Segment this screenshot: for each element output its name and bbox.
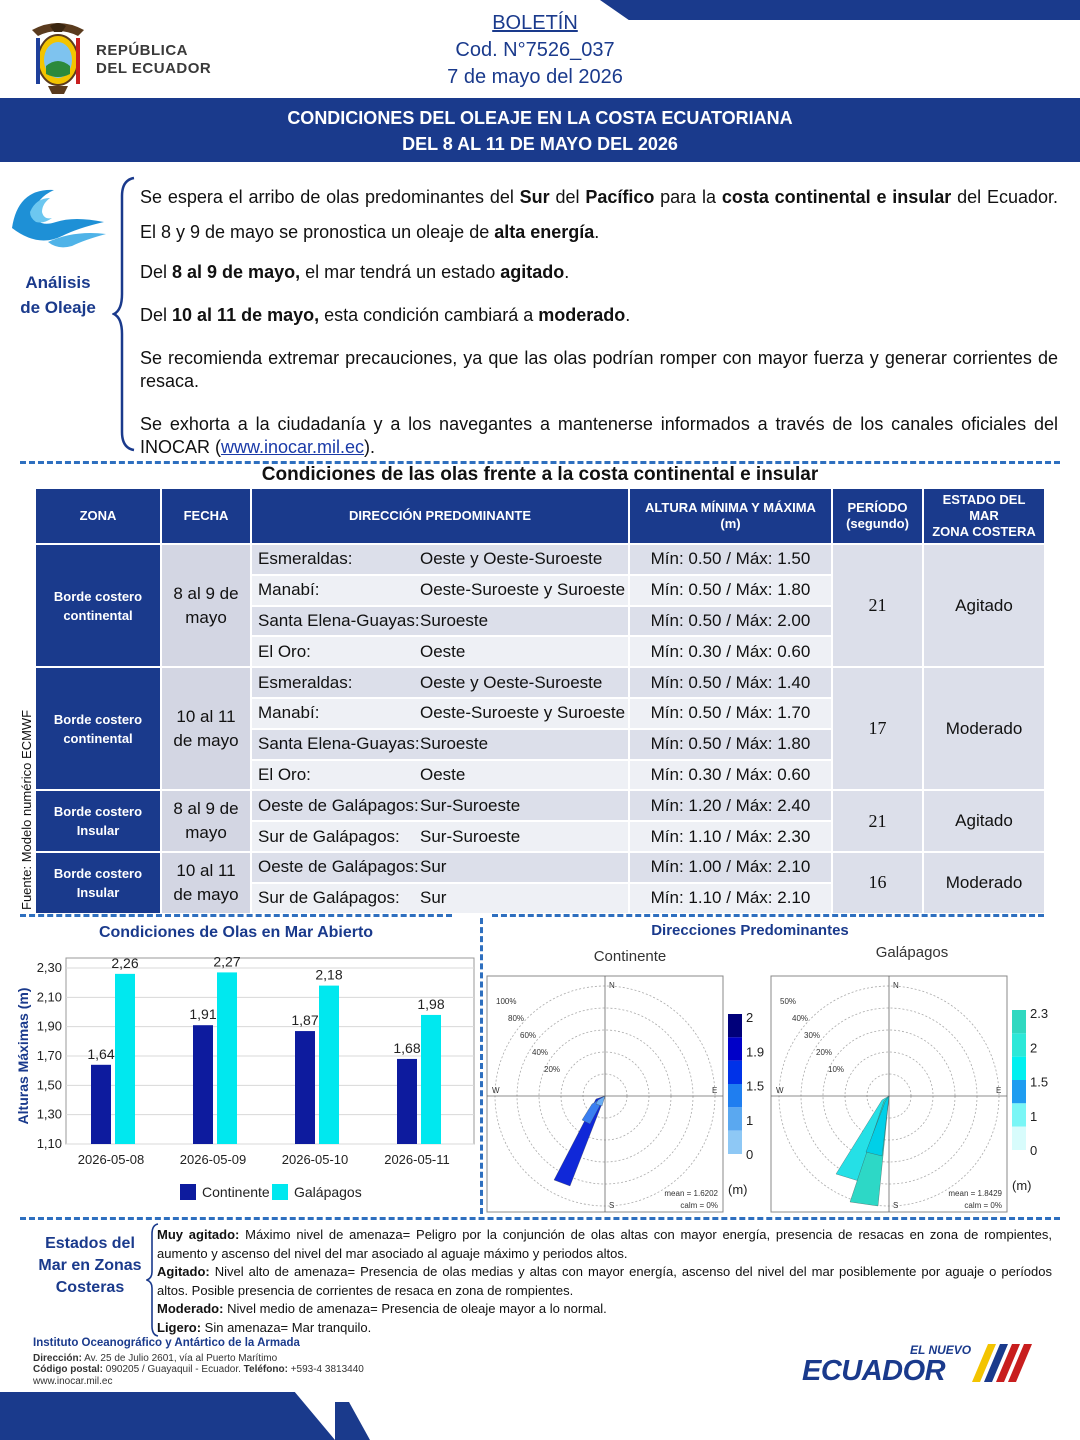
height-cell: Mín: 1.20 / Máx: 2.40 [629, 790, 832, 821]
table-row [35, 852, 1045, 883]
scale-segment [1012, 1103, 1026, 1126]
bulletin-code: Cod. N°7526_037 [455, 39, 615, 61]
bar-continente [397, 1059, 417, 1144]
height-cell: Mín: 0.50 / Máx: 1.40 [629, 667, 832, 698]
header-direccion: DIRECCIÓN PREDOMINANTE [251, 488, 629, 544]
zone-cell: Borde costero continental [35, 544, 161, 667]
rose-ring-label: 80% [508, 1014, 525, 1023]
banner-line-2: DEL 8 AL 11 DE MAYO DEL 2026 [402, 134, 678, 154]
state-item: Ligero: Sin amenaza= Mar tranquilo. [157, 1319, 372, 1335]
legend-label: Continente [202, 1184, 270, 1200]
scale-tick: 1.5 [746, 1078, 765, 1094]
table-row [35, 544, 1045, 575]
open-sea-wave-chart [14, 944, 480, 1212]
legend-swatch [272, 1184, 288, 1200]
inocar-link[interactable]: www.inocar.mil.ec [221, 437, 365, 457]
zone-cell: Borde costero Insular [35, 790, 161, 852]
table-row [35, 790, 1045, 821]
compass-n: N [609, 981, 615, 990]
data-label: 2,27 [213, 953, 241, 970]
rose-calm: calm = 0% [964, 1201, 1002, 1210]
header-estado: ESTADO DEL MAR ZONA COSTERA [923, 488, 1045, 544]
y-tick-label: 2,10 [36, 989, 62, 1005]
rose-ring-label: 10% [828, 1065, 845, 1074]
scale-tick: 1.9 [746, 1044, 765, 1060]
y-tick-label: 1,90 [36, 1018, 62, 1034]
zone-cell: Borde costero continental [35, 667, 161, 790]
state-cell: Moderado [923, 667, 1045, 790]
period-cell: 17 [832, 667, 923, 790]
y-tick-label: 1,50 [36, 1077, 62, 1093]
y-tick-label: 1,70 [36, 1048, 62, 1063]
scale-segment [728, 1131, 742, 1154]
scale-tick: 1.5 [1030, 1074, 1049, 1090]
y-axis-label: Alturas Máximas (m) [15, 987, 31, 1125]
x-tick-label: 2026-05-10 [281, 1152, 349, 1167]
scale-segment [1012, 1080, 1026, 1103]
y-tick-label: 1,10 [36, 1136, 62, 1151]
period-cell: 16 [832, 852, 923, 914]
direction-cell: Esmeraldas: Oeste y Oeste-Suroeste [251, 667, 629, 698]
direction-cell: El Oro: Oeste [251, 760, 629, 791]
height-cell: Mín: 0.50 / Máx: 1.70 [629, 698, 832, 729]
height-cell: Mín: 0.50 / Máx: 1.50 [629, 544, 832, 575]
rose-ring-label: 20% [544, 1065, 561, 1074]
direction-cell: Santa Elena-Guayas:Suroeste [251, 729, 629, 760]
footer-address: Dirección: Av. 25 de Julio 2601, vía al Puerto Marítimo [33, 1352, 278, 1364]
rose-mean: mean = 1.8429 [948, 1189, 1002, 1198]
x-tick-label: 2026-05-09 [179, 1152, 247, 1167]
states-list [157, 1226, 1052, 1337]
footer-corner-decoration [335, 1402, 370, 1440]
analysis-text [140, 180, 1058, 479]
source-note: Fuente: Modelo numérico ECMWF [19, 709, 34, 910]
y-tick-label: 2,30 [36, 960, 62, 975]
bar-continente [91, 1065, 111, 1144]
scale-segment [1012, 1010, 1026, 1033]
divider [492, 914, 1044, 917]
rose-ring-label: 50% [780, 997, 797, 1006]
direction-cell: Sur de Galápagos: Sur-Suroeste [251, 821, 629, 852]
rose-ring-label: 30% [804, 1031, 821, 1040]
data-label: 2,18 [315, 966, 343, 983]
height-cell: Mín: 1.10 / Máx: 2.30 [629, 821, 832, 852]
table-row [35, 667, 1045, 698]
scale-segment [728, 1037, 742, 1060]
data-label: 1,68 [393, 1039, 421, 1056]
x-tick-label: 2026-05-11 [384, 1152, 450, 1167]
footer-web[interactable]: www.inocar.mil.ec [33, 1375, 113, 1387]
footer-postal: Código postal: 090205 / Guayaquil - Ecuador. Teléfono: +593-4 3813440 [33, 1364, 364, 1375]
direction-cell: Manabí: Oeste-Suroeste y Suroeste [251, 698, 629, 729]
bar-galapagos [217, 972, 237, 1144]
footer-corner-decoration [0, 1392, 335, 1440]
header-periodo: PERÍODO (segundo) [832, 488, 923, 544]
direction-cell: Oeste de Galápagos:Sur [251, 852, 629, 883]
data-label: 1,87 [291, 1012, 319, 1029]
bar-continente [295, 1031, 315, 1144]
scale-segment [1012, 1057, 1026, 1080]
direction-cell: El Oro: Oeste [251, 636, 629, 667]
date-cell: 8 al 9 de mayo [161, 790, 251, 852]
rose-continente [486, 974, 724, 1214]
rose-galapagos-scale [1008, 1006, 1058, 1206]
analysis-paragraph-2: Del 8 al 9 de mayo, el mar tendrá un estado agitado. [140, 262, 570, 282]
bar-chart-title: Condiciones de Olas en Mar Abierto [98, 924, 374, 941]
analysis-paragraph-1: Se espera el arribo de olas predominantes del Sur del Pacífico para la costa continental e insular del Ecuador. El 8 y 9 de mayo se pronostica un oleaje de alta energía. [140, 187, 1058, 242]
period-cell: 21 [832, 790, 923, 852]
zone-cell: Borde costero Insular [35, 852, 161, 914]
rose-continente-scale [724, 1010, 774, 1210]
brace-decoration [112, 176, 142, 452]
date-cell: 10 al 11 de mayo [161, 667, 251, 790]
bulletin-header [380, 10, 690, 91]
compass-n: N [893, 981, 899, 990]
rose-ring-label: 60% [520, 1031, 537, 1040]
date-cell: 10 al 11 de mayo [161, 852, 251, 914]
rose-galapagos-title: Galápagos [875, 944, 949, 961]
scale-tick: 2 [1030, 1040, 1038, 1056]
compass-e: E [996, 1086, 1002, 1095]
scale-segment [728, 1084, 742, 1107]
brand-top-text: EL NUEVO [910, 1343, 972, 1357]
brand-main-text: ECUADOR [802, 1355, 946, 1387]
rose-ring-label: 20% [816, 1048, 833, 1057]
scale-tick: 1 [1030, 1108, 1038, 1124]
direction-cell: Esmeraldas: Oeste y Oeste-Suroeste [251, 544, 629, 575]
legend-swatch [180, 1184, 196, 1200]
state-cell: Agitado [923, 790, 1045, 852]
direction-cell: Santa Elena-Guayas:Suroeste [251, 606, 629, 637]
state-item: Moderado: Nivel medio de amenaza= Presencia de oleaje mayor a lo normal. [157, 1301, 607, 1316]
table-title: Condiciones de las olas frente a la costa continental e insular [261, 464, 819, 485]
states-label: Estados del Mar en Zonas Costeras [38, 1235, 142, 1296]
scale-segment [1012, 1033, 1026, 1056]
bulletin-label: BOLETÍN [492, 12, 578, 34]
height-cell: Mín: 1.10 / Máx: 2.10 [629, 883, 832, 914]
divider [20, 914, 452, 917]
scale-segment [728, 1061, 742, 1084]
period-cell: 21 [832, 544, 923, 667]
divider [20, 1217, 1060, 1220]
legend-label: Galápagos [294, 1184, 362, 1200]
table-header-row [35, 488, 1045, 544]
rose-ring-label: 40% [532, 1048, 549, 1057]
coat-of-arms-icon [22, 16, 94, 96]
state-item: Agitado: Nivel alto de amenaza= Presencia de olas medias y altas con mayor energía, ascenso del nivel del mar posiblemente por aguaje o períodos altos. Posible presencia de corrientes de resaca en zona de rompientes. [157, 1264, 1052, 1298]
logo-text: REPÚBLICA DEL ECUADOR [96, 42, 212, 77]
height-cell: Mín: 0.50 / Máx: 2.00 [629, 606, 832, 637]
header-zona: ZONA [35, 488, 161, 544]
scale-tick: 0 [1030, 1143, 1038, 1159]
rose-ring-label: 100% [496, 997, 517, 1006]
bulletin-date: 7 de mayo del 2026 [447, 66, 623, 88]
analysis-label: Análisis de Oleaje [20, 273, 96, 317]
analysis-paragraph-3: Del 10 al 11 de mayo, esta condición cambiará a moderado. [140, 305, 631, 325]
height-cell: Mín: 0.50 / Máx: 1.80 [629, 729, 832, 760]
height-cell: Mín: 1.00 / Máx: 2.10 [629, 852, 832, 883]
scale-segment [728, 1014, 742, 1037]
state-item: Muy agitado: Máximo nivel de amenaza= Peligro por la conjunción de olas altas con mayor energía, presencia de resacas en zona de rompientes, aumento y ascenso del nivel del mar asociado al aguaje máximo y periodos altos. [157, 1227, 1052, 1261]
direction-cell: Sur de Galápagos: Sur [251, 883, 629, 914]
footer [33, 1338, 364, 1387]
state-cell: Moderado [923, 852, 1045, 914]
divider [480, 918, 483, 1214]
brand-logo [800, 1338, 1045, 1388]
compass-s: S [893, 1201, 899, 1210]
title-banner [0, 98, 1080, 162]
bar-galapagos [319, 986, 339, 1144]
bar-galapagos [115, 974, 135, 1144]
scale-tick: 2 [746, 1010, 754, 1025]
wave-icon [8, 182, 108, 252]
wave-conditions-table [34, 487, 1046, 915]
scale-unit: (m) [1012, 1178, 1032, 1193]
bar-galapagos [421, 1015, 441, 1144]
compass-e: E [712, 1086, 718, 1095]
analysis-paragraph-5: Se exhorta a la ciudadanía y a los navegantes a mantenerse informados a través de los canales oficiales del INOCAR (www.inocar.mil.ec). [140, 414, 1058, 457]
bar-continente [193, 1025, 213, 1144]
institute-name: Instituto Oceanográfico y Antártico de la Armada [33, 1337, 300, 1349]
x-tick-label: 2026-05-08 [77, 1152, 145, 1167]
scale-tick: 2.3 [1030, 1006, 1049, 1021]
rose-continente-title: Continente [593, 948, 667, 965]
data-label: 1,91 [189, 1006, 217, 1023]
header-fecha: FECHA [161, 488, 251, 544]
scale-tick: 0 [746, 1147, 754, 1163]
data-label: 1,64 [87, 1045, 115, 1062]
height-cell: Mín: 0.30 / Máx: 0.60 [629, 760, 832, 791]
compass-w: W [776, 1086, 784, 1095]
rose-ring-label: 40% [792, 1014, 809, 1023]
height-cell: Mín: 0.30 / Máx: 0.60 [629, 636, 832, 667]
scale-tick: 1 [746, 1112, 754, 1128]
compass-s: S [609, 1201, 615, 1210]
direction-cell: Manabí: Oeste-Suroeste y Suroeste [251, 575, 629, 606]
direction-cell: Oeste de Galápagos:Sur-Suroeste [251, 790, 629, 821]
rose-mean: mean = 1.6202 [664, 1189, 718, 1198]
height-cell: Mín: 0.50 / Máx: 1.80 [629, 575, 832, 606]
header-altura: ALTURA MÍNIMA Y MÁXIMA (m) [629, 488, 832, 544]
compass-w: W [492, 1086, 500, 1095]
roses-title: Direcciones Predominantes [651, 922, 849, 939]
state-cell: Agitado [923, 544, 1045, 667]
scale-segment [728, 1107, 742, 1130]
data-label: 1,98 [417, 995, 445, 1012]
analysis-paragraph-4: Se recomienda extremar precauciones, ya que las olas podrían romper con mayor fuerza y generar corrientes de resaca. [140, 348, 1058, 391]
scale-segment [1012, 1127, 1026, 1150]
banner-line-1: CONDICIONES DEL OLEAJE EN LA COSTA ECUATORIANA [287, 108, 793, 128]
y-tick-label: 1,30 [36, 1106, 62, 1122]
scale-unit: (m) [728, 1182, 748, 1197]
rose-calm: calm = 0% [680, 1201, 718, 1210]
rose-galapagos [770, 974, 1008, 1214]
date-cell: 8 al 9 de mayo [161, 544, 251, 667]
data-label: 2,26 [111, 954, 139, 971]
